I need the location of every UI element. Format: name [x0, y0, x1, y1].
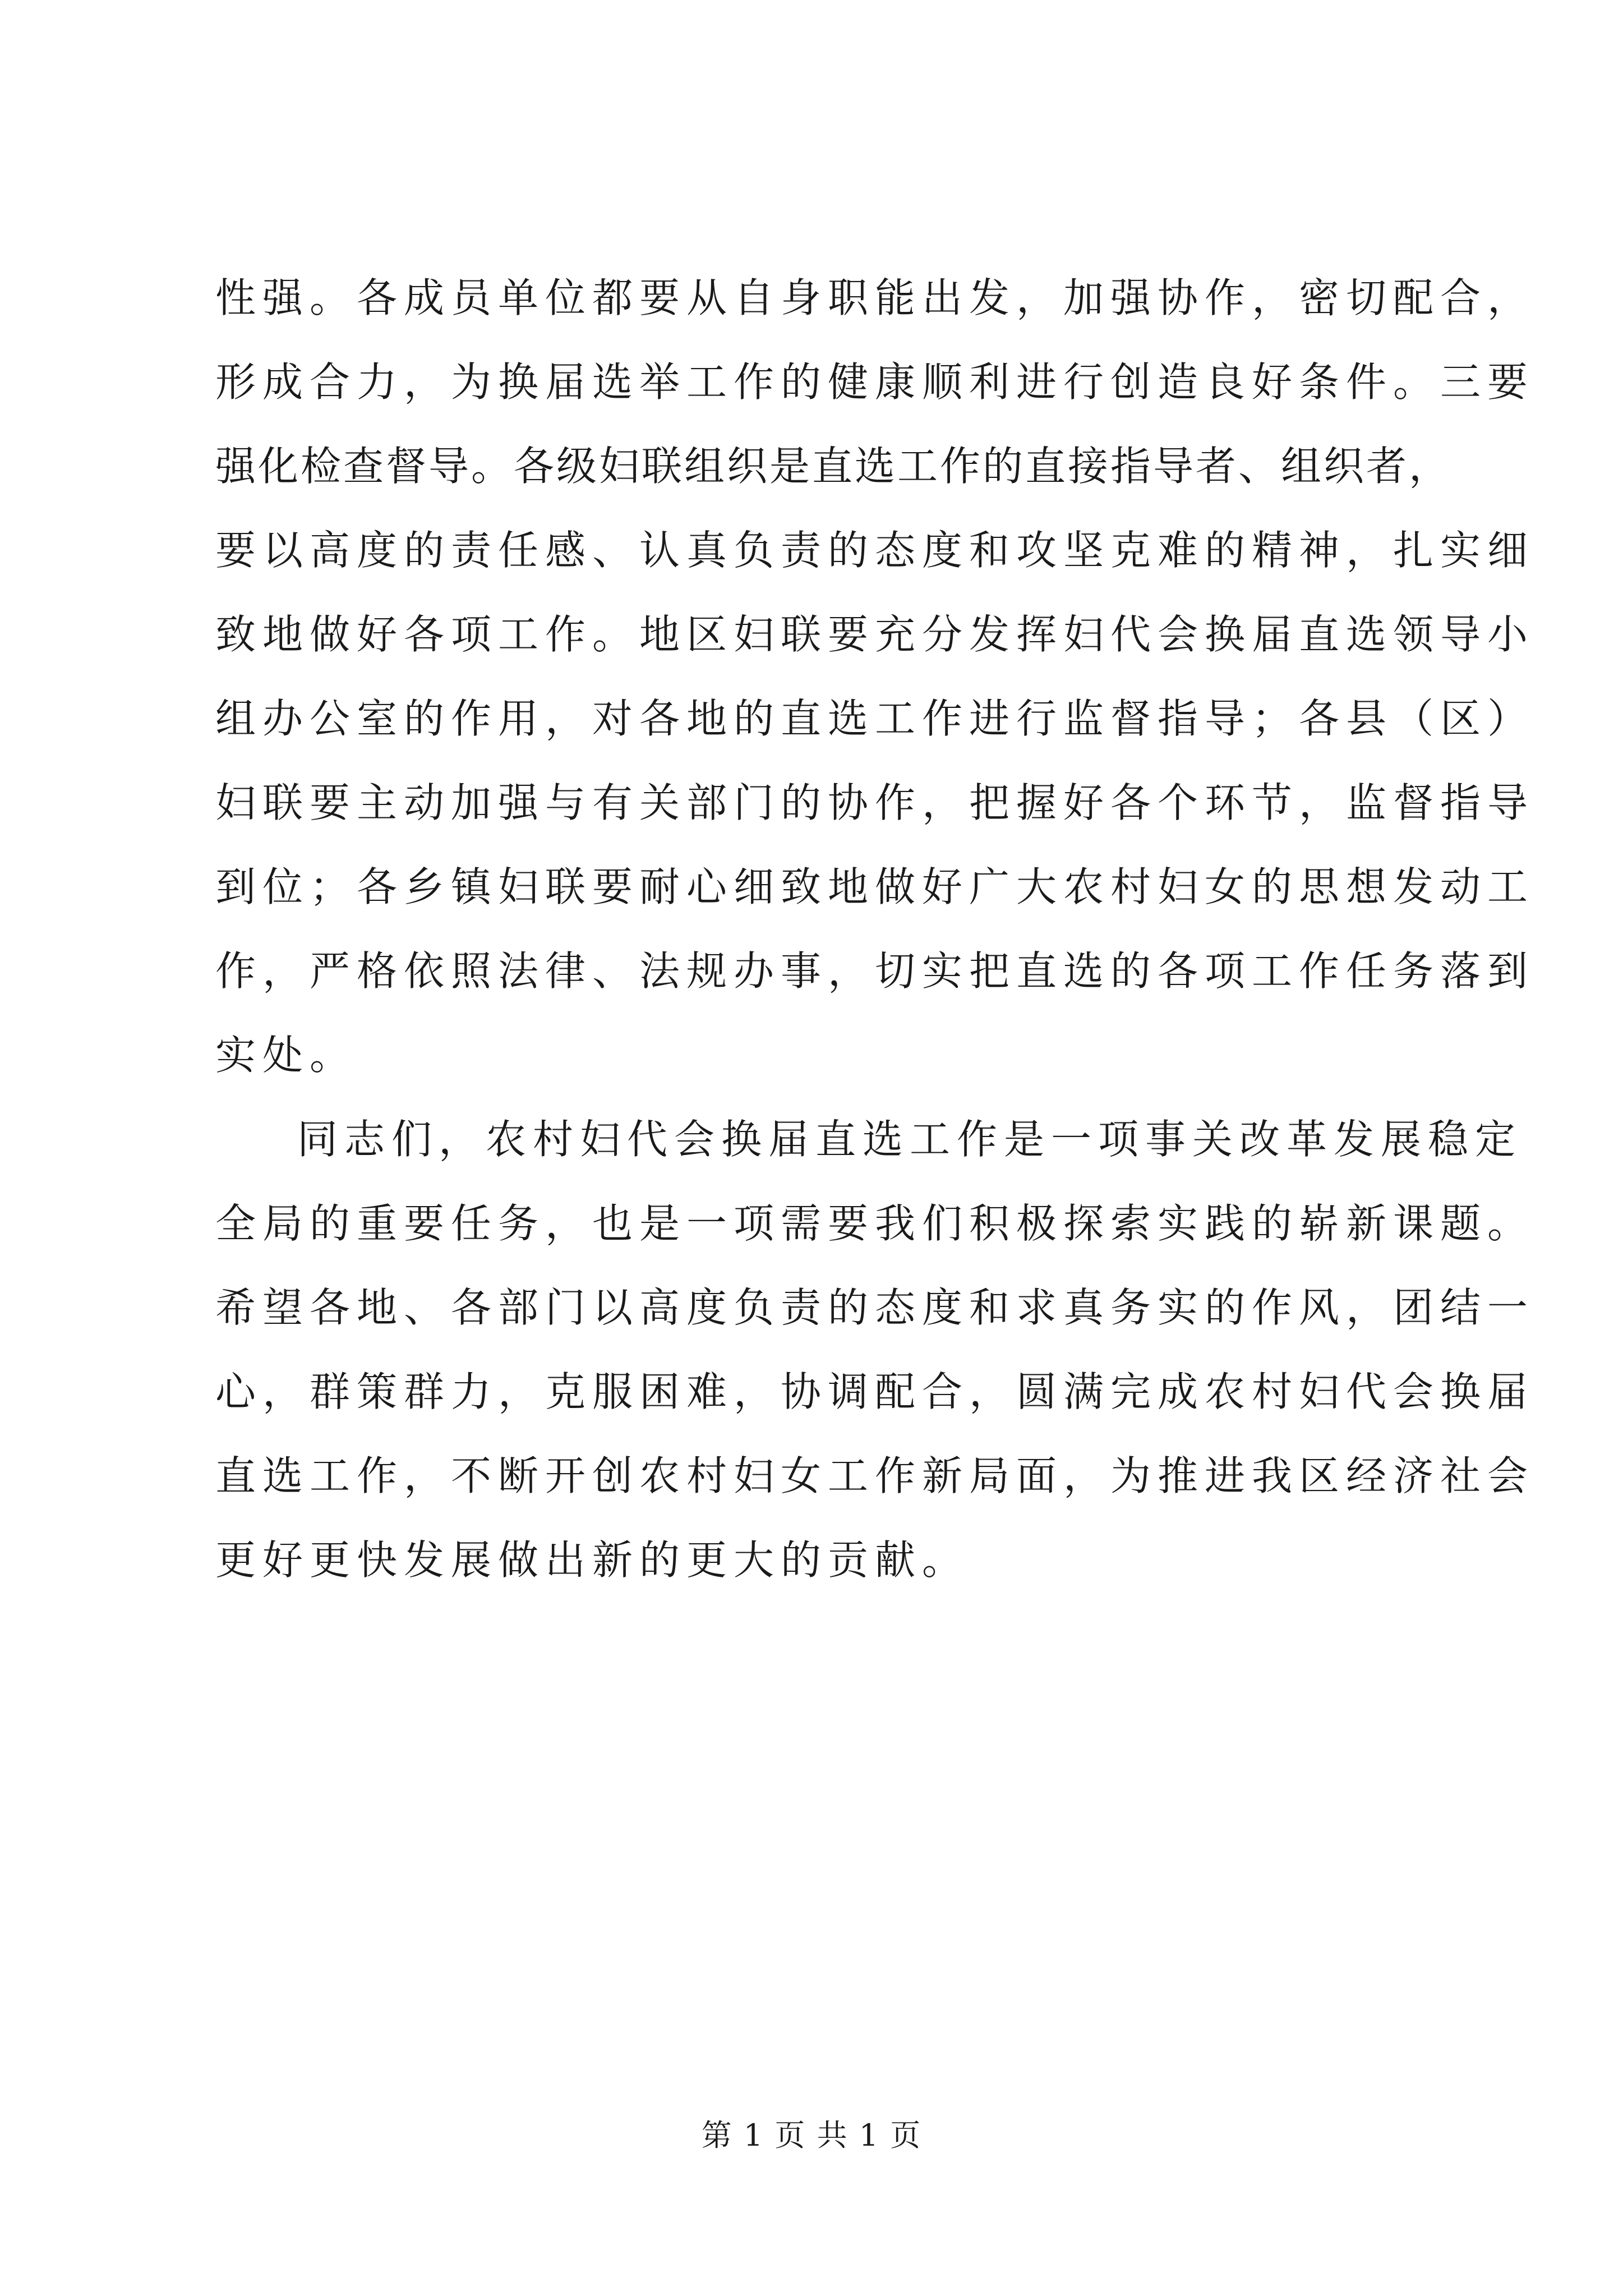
text-line: 全局的重要任务，也是一项需要我们积极探索实践的崭新课题。 [215, 1200, 1535, 1247]
text-line: 作，严格依照法律、法规办事，切实把直选的各项工作任务落到 [215, 947, 1535, 995]
text-line: 组办公室的作用，对各地的直选工作进行监督指导；各县（区） [215, 695, 1535, 742]
text-line: 强化检查督导。各级妇联组织是直选工作的直接指导者、组织者， [215, 443, 1452, 490]
text-line: 心，群策群力，克服困难，协调配合，圆满完成农村妇代会换届 [215, 1368, 1535, 1415]
text-line: 更好更快发展做出新的更大的贡献。 [215, 1536, 970, 1584]
paragraph-2 [215, 1097, 1535, 1602]
text-line: 直选工作，不断开创农村妇女工作新局面，为推进我区经济社会 [215, 1452, 1535, 1499]
page-number-footer: 第 1 页 共 1 页 [701, 2118, 922, 2153]
text-line: 到位；各乡镇妇联要耐心细致地做好广大农村妇女的思想发动工 [215, 863, 1535, 910]
text-line: 形成合力，为换届选举工作的健康顺利进行创造良好条件。三要 [215, 358, 1535, 406]
text-line: 性强。各成员单位都要从自身职能出发，加强协作，密切配合， [215, 274, 1535, 321]
text-line: 致地做好各项工作。地区妇联要充分发挥妇代会换届直选领导小 [215, 611, 1535, 658]
document-body [215, 256, 1535, 1602]
text-line: 实处。 [215, 1032, 357, 1079]
text-line: 希望各地、各部门以高度负责的态度和求真务实的作风，团结一 [215, 1284, 1535, 1331]
paragraph-1 [215, 256, 1535, 1097]
text-line: 妇联要主动加强与有关部门的协作，把握好各个环节，监督指导 [215, 779, 1535, 826]
text-line: 同志们，农村妇代会换届直选工作是一项事关改革发展稳定 [297, 1116, 1523, 1163]
text-line: 要以高度的责任感、认真负责的态度和攻坚克难的精神，扎实细 [215, 527, 1535, 574]
